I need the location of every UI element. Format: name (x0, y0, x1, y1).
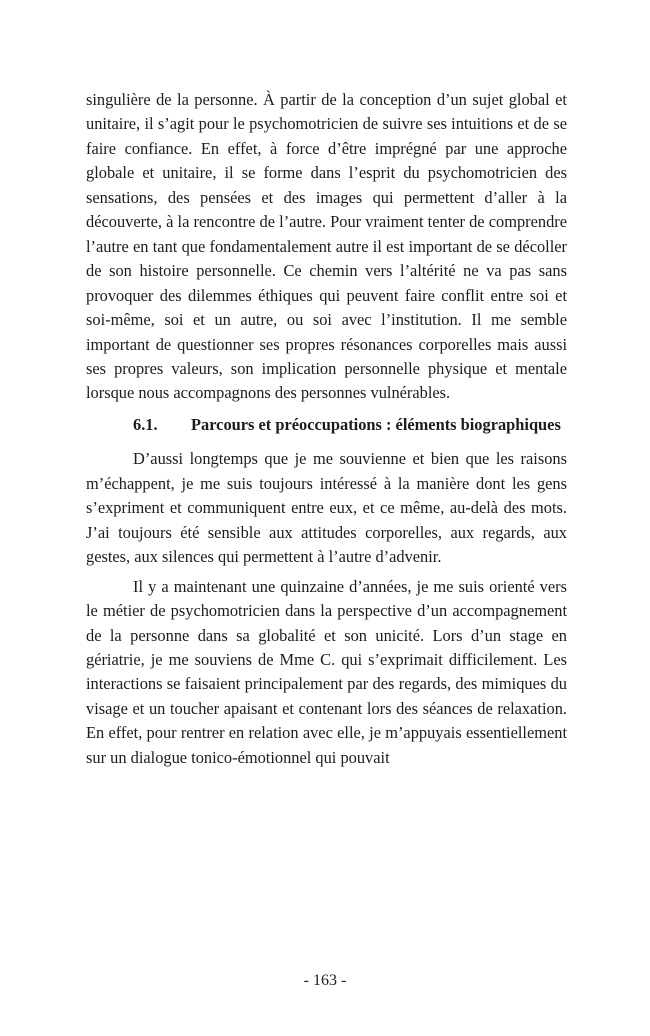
section-title: Parcours et préoccupations : éléments biographiques (191, 414, 561, 434)
body-paragraph-1: singulière de la personne. À partir de la conception d’un sujet global et unitaire, il s’agit pour le psychomotricien de suivre ses intuitions et de se faire confiance. En effet, à force d’être imprégné par une approche globale et unitaire, il se forme dans l’esprit du psychomotricien des sensations, des pensées et des images qui permettent d’aller à la découverte, à la rencontre de l’autre. Pour vraiment tenter de comprendre l’autre en tant que fondamentalement autre il est important de se décoller de son histoire personnelle. Ce chemin vers l’altérité ne va pas sans provoquer des dilemmes éthiques qui peuvent faire conflit entre soi et soi-même, soi et un autre, ou soi avec l’institution. Il me semble important de questionner ses propres résonances corporelles mais aussi ses propres valeurs, son implication personnelle physique et mentale lorsque nous accompagnons des personnes vulnérables. (86, 90, 567, 403)
body-paragraph-3: Il y a maintenant une quinzaine d’années, je me suis orienté vers le métier de psychomotricien dans la perspective d’un accompagnement de la personne dans sa globalité et son unicité. Lors d’un stage en gériatrie, je me souviens de Mme C. qui s’exprimait difficilement. Les interactions se faisaient principalement par des regards, des mimiques du visage et un toucher apaisant et contenant lors des séances de relaxation. En effet, pour rentrer en relation avec elle, je m’appuyais essentiellement sur un dialogue tonico-émotionnel qui pouvait (86, 576, 567, 767)
body-paragraph-2: D’aussi longtemps que je me souvienne et bien que les raisons m’échappent, je me suis toujours intéressé à la manière dont les gens s’expriment et communiquent entre eux, et ce même, au-delà des mots. J’ai toujours été sensible aux attitudes corporelles, aux regards, aux gestes, aux silences qui permettent à l’autre d’advenir. (86, 449, 567, 567)
page-number: - 163 - (303, 972, 347, 989)
section-number: 6.1. (133, 414, 158, 434)
page-body (86, 88, 567, 770)
section-heading (133, 413, 567, 437)
